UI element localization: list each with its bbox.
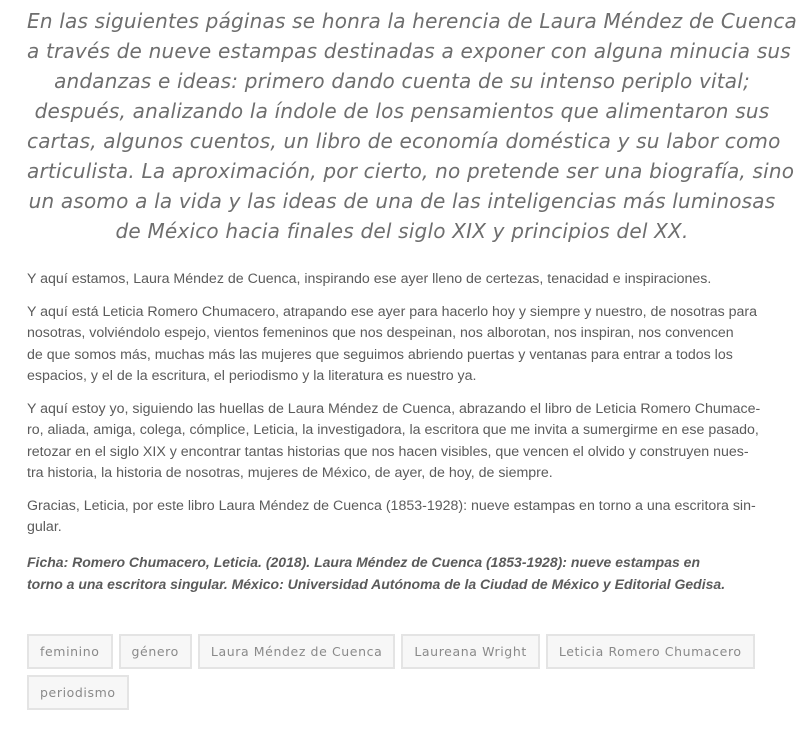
- paragraph-line: gular.: [27, 519, 62, 535]
- tag-laura-mendez-de-cuenca[interactable]: Laura Méndez de Cuenca: [198, 634, 395, 669]
- paragraph-line: tra historia, la historia de nosotras, mujeres de México, de ayer, de hoy, de siempre.: [27, 465, 553, 481]
- paragraph-line: ro, aliada, amiga, colega, cómplice, Leticia, la investigadora, la escritora que me invita a sumergirme en ese pasado,: [27, 422, 759, 438]
- pull-quote-line: un asomo a la vida y las ideas de una de las inteligencias más luminosas: [28, 189, 776, 213]
- paragraph-line: retozar en el siglo XIX y encontrar tantas historias que nos hacen visibles, que vencen el olvido y construyen nues-: [27, 443, 749, 460]
- paragraph-4: [27, 496, 777, 539]
- pull-quote-line: articulista. La aproximación, por cierto, no pretende ser una biografía, sino: [27, 159, 795, 183]
- tag-genero[interactable]: género: [119, 634, 192, 669]
- paragraph-line: nosotras, volviéndolo espejo, vientos femeninos que nos despeinan, nos alborotan, nos inspiran, nos convencen: [27, 325, 734, 341]
- pull-quote: [27, 6, 797, 246]
- pull-quote-line: de México hacia finales del siglo XIX y principios del XX.: [115, 219, 689, 243]
- pull-quote-line: a través de nueve estampas destinadas a exponer con alguna minucia sus: [27, 39, 791, 63]
- paragraph-1: [27, 269, 777, 291]
- paragraph-2: [27, 302, 777, 388]
- book-reference-line: Ficha: Romero Chumacero, Leticia. (2018). Laura Méndez de Cuenca (1853-1928): nueve estampas en: [27, 553, 701, 570]
- tag-periodismo[interactable]: periodismo: [27, 675, 129, 710]
- pull-quote-line: después, analizando la índole de los pensamientos que alimentaron sus: [34, 99, 770, 123]
- pull-quote-line: andanzas e ideas: primero dando cuenta de su intenso periplo vital;: [54, 69, 750, 93]
- paragraph-line: Y aquí estoy yo, siguiendo las huellas de Laura Méndez de Cuenca, abrazando el libro de Leticia Romero Chumace-: [27, 400, 761, 417]
- paragraph-3: [27, 399, 777, 485]
- paragraph-line: Y aquí está Leticia Romero Chumacero, atrapando ese ayer para hacerlo hoy y siempre y nuestro, de nosotras para: [27, 303, 758, 320]
- tag-laureana-wright[interactable]: Laureana Wright: [401, 634, 540, 669]
- paragraph-line: Gracias, Leticia, por este libro Laura Méndez de Cuenca (1853-1928): nueve estampas en torno a una escritora sin-: [27, 497, 756, 514]
- book-reference-line: torno a una escritora singular. México: Universidad Autónoma de la Ciudad de México y Editorial Gedisa.: [27, 575, 726, 592]
- book-reference: [27, 551, 777, 595]
- tag-feminino[interactable]: feminino: [27, 634, 113, 669]
- article-body: [0, 6, 804, 716]
- paragraph-line: Y aquí estamos, Laura Méndez de Cuenca, inspirando ese ayer lleno de certezas, tenacidad e inspiraciones.: [27, 271, 712, 287]
- pull-quote-line: En las siguientes páginas se honra la herencia de Laura Méndez de Cuenca: [27, 9, 797, 33]
- paragraph-line: espacios, y el de la escritura, el periodismo y la literatura es nuestro ya.: [27, 368, 477, 384]
- tag-leticia-romero-chumacero[interactable]: Leticia Romero Chumacero: [546, 634, 755, 669]
- tag-list: [27, 634, 777, 716]
- pull-quote-line: cartas, algunos cuentos, un libro de economía doméstica y su labor como: [27, 129, 781, 153]
- paragraph-line: de que somos más, muchas más las mujeres que seguimos abriendo puertas y ventanas para entrar a todos los: [27, 346, 733, 363]
